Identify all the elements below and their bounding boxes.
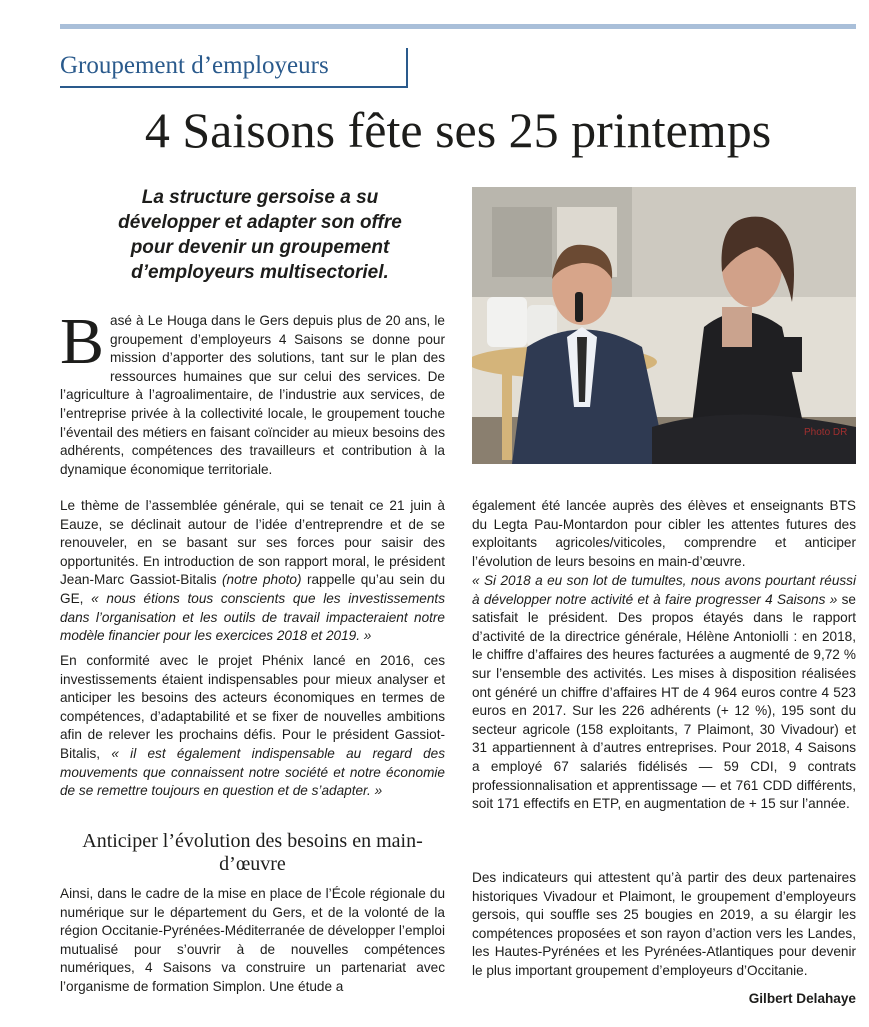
paragraph-indicateurs: Des indicateurs qui attestent qu’à partir des deux partenaires historiques Vivadour et Plaimont, le groupement d’employeurs gersois, qui souffle ses 25 bougies en 2019, a su élargir les compétences proposées et son rayon d’action vers les Landes, les Hautes-Pyrénées et les Pyrénées-Atlantiques pour devenir le plus important groupement d’employeurs d’Occitanie. [472, 870, 856, 978]
paragraph-assembly [60, 497, 445, 646]
photo-illustration [472, 187, 856, 464]
quote: « nous étions tous conscients que les investissements dans l’organisation et les outils de travail impacteraient notre modèle financier pour les exercices 2018 et 2019. » [60, 590, 445, 644]
text-span: se satisfait le président. Des propos étayés dans le rapport d’activité de la directrice générale, Hélène Antoniolli : en 2018, le chiffre d’affaires des heures facturées a augmenté de 9,72 % sur l’ensemble des activités. Les mises à disposition réalisées ont généré un chiffre d’affaires HT de 4 964 euros contre 4 523 euros en 2017. Sur les 226 adhérents (+ 12 %), 195 sont du secteur agricole (158 exploitants, 7 Plaimont, 30 Vivadour) et 31 appartiennent à d’autres entreprises. Pour 2018, 4 Saisons a employé 67 salariés fidélisés — 59 CDI, 9 contrats professionnalisation et apprentissage — et 761 CDD différents, soit 171 effectifs en ETP, en augmentation de + 15 sur l’année. [472, 591, 856, 812]
paragraph-intro-text: asé à Le Houga dans le Gers depuis plus de 20 ans, le groupement d’employeurs 4 Saisons se donne pour mission d’apporter des solutions, tant sur le plan des ressources humaines que sur celui des services. De l’agriculture à l’agroalimentaire, de l’industrie aux services, de l’entreprise privée à la collectivité locale, le groupement touche l’éventail des métiers en faisant coïncider au mieux besoins des adhérents, compétences des travailleurs et contribution à la dynamique économique territoriale. [60, 313, 445, 477]
byline: Gilbert Delahaye [748, 991, 856, 1006]
paragraph-etude: également été lancée auprès des élèves et enseignants BTS du Legta Pau-Montardon pour cibler les attentes futures des exploitants agricoles/viticoles, comprendre et anticiper l’évolution de leurs besoins en main-d’œuvre. [472, 498, 856, 569]
paragraph-intro [60, 305, 445, 479]
quote: « Si 2018 a eu son lot de tumultes, nous avons pourtant réussi à développer notre activité et à faire progresser 4 Saisons » [472, 573, 856, 607]
subheading: Anticiper l’évolution des besoins en main-d’œuvre [82, 830, 423, 875]
quote: « il est également indispensable au regard des mouvements que connaissent notre société et notre économie de se remettre toujours en question et de s’adapter. » [60, 745, 445, 799]
paragraph-phenix [60, 652, 445, 801]
text-span: rappelle qu’au sein du GE, [60, 572, 446, 606]
headline: 4 Saisons fête ses 25 printemps [144, 102, 772, 158]
text-span: En conformité avec le projet Phénix lancé en 2016, ces investissements étaient indispensables pour mieux analyser et anticiper les besoins des acteurs économiques en termes de compétences, d’adaptabilité et se fixer de nouvelles ambitions afin de relever les prochains défis. Pour le président Gassiot-Bitalis, [60, 653, 445, 761]
article-photo [472, 187, 856, 464]
top-rule [60, 24, 856, 29]
paragraph-rapport [472, 572, 856, 814]
standfirst: La structure gersoise a su développer et adapter son offre pour devenir un groupement d’employeurs multisectoriel. [118, 187, 402, 283]
photo-reference: (notre photo) [222, 572, 302, 588]
rubric-box [60, 48, 408, 88]
paragraph-numerique: Ainsi, dans le cadre de la mise en place de l’École régionale du numérique sur le département du Gers, et de la volonté de la région Occitanie-Pyrénées-Méditerranée de développer l’emploi mutualisé pour s’ouvrir à de nouvelles compétences numériques, 4 Saisons va construire un partenariat avec l’organisme de formation Simplon. Une étude a [60, 886, 445, 994]
text-span: Le thème de l’assemblée générale, qui se tenait ce 21 juin à Eauze, se déclinait autour de l’idée d’entreprendre et de se renouveler, en se basant sur ses forces pour saisir des opportunités. En introduction de son rapport moral, le président Jean-Marc Gassiot-Bitalis [60, 498, 445, 588]
photo-credit: Photo DR [804, 427, 848, 438]
rubric: Groupement d’employeurs [60, 52, 329, 79]
drop-cap: B [60, 305, 105, 378]
